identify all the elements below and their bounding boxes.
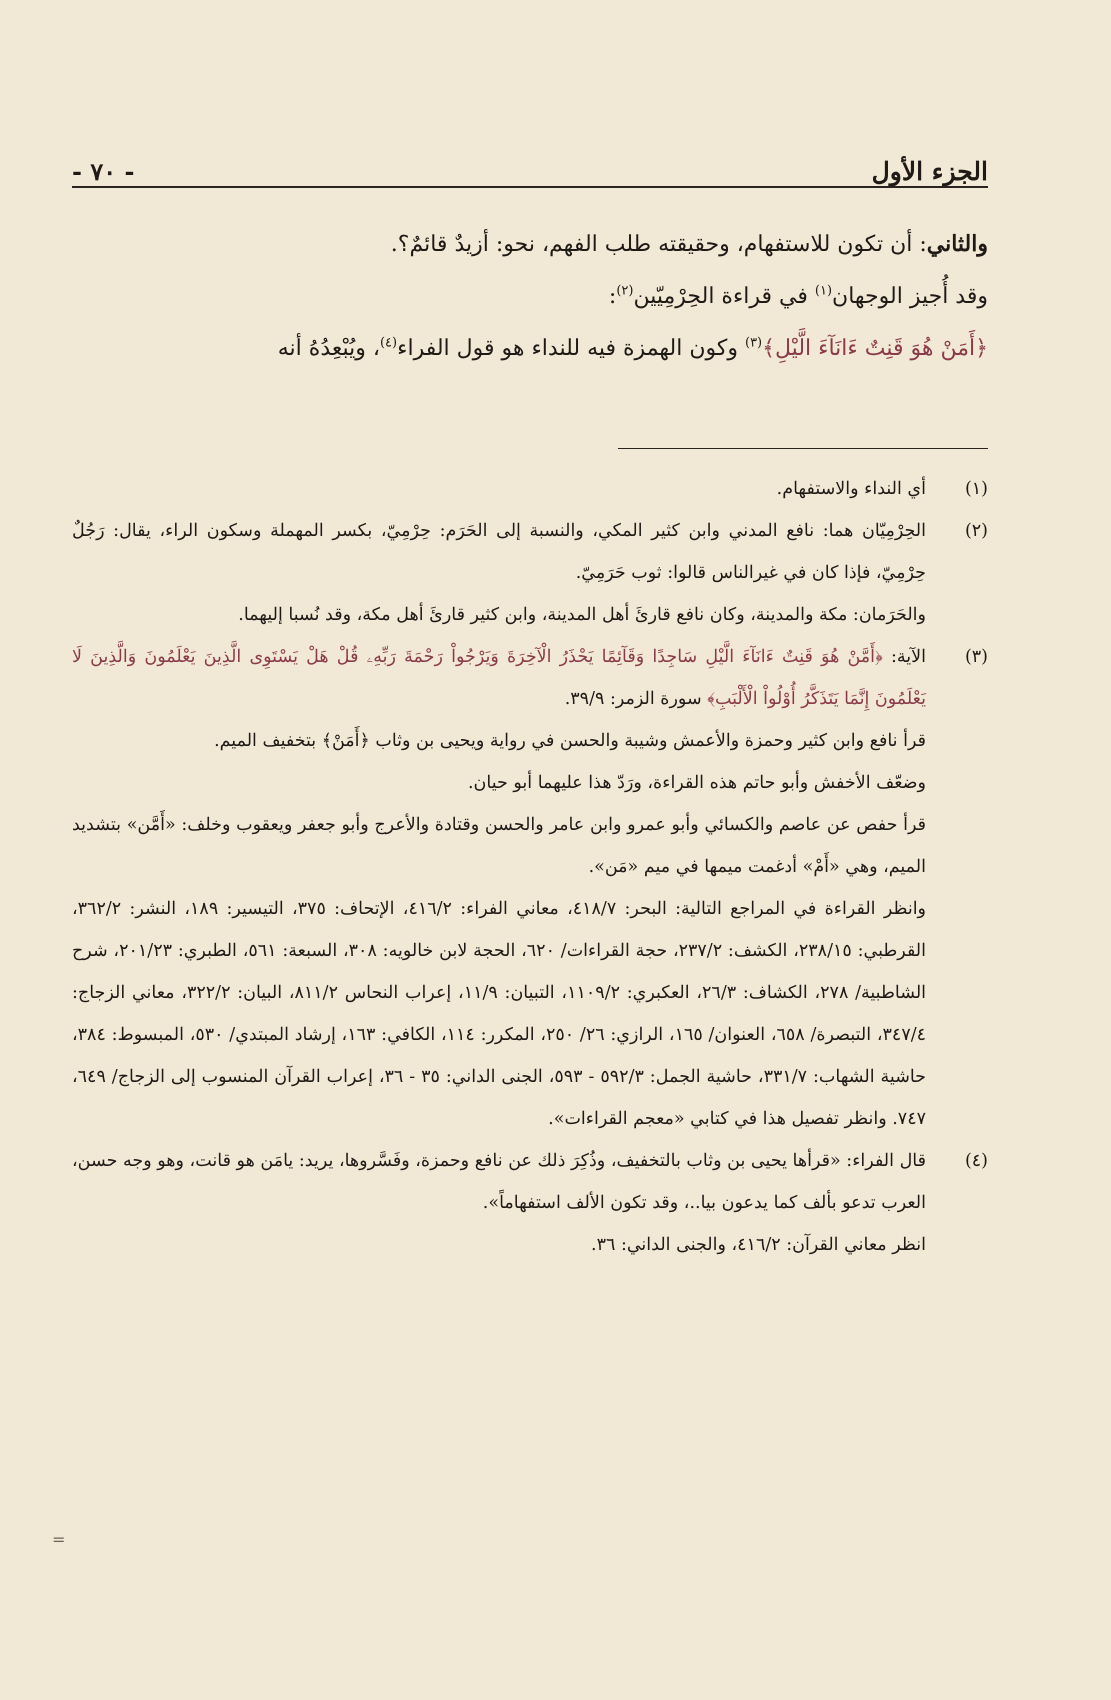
footnotes [72,468,988,1266]
footnote-body [72,1140,926,1266]
quran-verse: ﴿أَمَّنْ هُوَ قَنِتٌ ءَانَآءَ الَّيْلِ سَاجِدًا وَقَآئِمًا يَحْذَرُ الْآخِرَةَ وَيَرْجُواْ رَحْمَةَ رَبِّهِۦ قُلْ هَلْ يَسْتَوِى الَّذِينَ يَعْلَمُونَ وَالَّذِينَ لَا يَعْلَمُونَ إِنَّمَا يَتَذَكَّرُ أُوْلُواْ الْأَلْبَبِ﴾ [72,647,926,709]
ayah-reference: سورة الزمر: ٣٩/٩. [564,689,708,709]
footnote-separator [618,448,988,449]
footnote-body [72,468,926,510]
footnote-paragraph: الحِرْمِيّان هما: نافع المدني وابن كثير المكي، والنسبة إلى الحَرَم: حِرْمِيّ، بكسر المهملة وسكون الراء، يقال: رَجُلٌ حِرْمِيّ، فإذا كان في غيرالناس قالوا: ثوب حَرَمِيّ. [72,521,926,583]
quran-verse: ﴿أَمَنْ هُوَ قَنِتٌ ءَانَآءَ الَّيْلِ﴾ [762,336,988,361]
footnote-paragraph: أي النداء والاستفهام. [776,479,926,499]
running-title: الجزء الأول [871,157,988,186]
footnote-paragraph: وانظر القراءة في المراجع التالية: البحر: ٤١٨/٧، معاني الفراء: ٤١٦/٢، الإتحاف: ٣٧٥، التيسير: ١٨٩، النشر: ٣٦٢/٢، القرطبي: ٢٣٨/١٥، الكشف: ٢٣٧/٢، حجة القراءات/ ٦٢٠، الحجة لابن خالويه: ٣٠٨، السبعة: ٥٦١، الطبري: ٢٠١/٢٣، شرح الشاطبية/ ٢٧٨، الكشاف: ٢٦/٣، العكبري: ١١٠٩/٢، التبيان: ١١/٩، إعراب النحاس ٨١١/٢، البيان: ٣٢٢/٢، معاني الزجاج: ٣٤٧/٤، التبصرة/ ٦٥٨، العنوان/ ١٦٥، الرازي: ٢٦/ ٢٥٠، المكرر: ١١٤، الكافي: ١٦٣، إرشاد المبتدي/ ٥٣٠، المبسوط: ٣٨٤، حاشية الشهاب: ٣٣١/٧، حاشية الجمل: ٥٩٢/٣ - ٥٩٣، الجنى الداني: ٣٥ - ٣٦، إعراب القرآن المنسوب إلى الزجاج/ ٦٤٩، ٧٤٧. وانظر تفصيل هذا في كتابي «معجم القراءات». [72,899,927,1129]
footnote-paragraph: قرأ حفص عن عاصم والكسائي وأبو عمرو وابن عامر والحسن وقتادة والأعرج وأبو جعفر ويعقوب وخلف: «أَمَّن» بتشديد الميم، وهي «أَمْ» أدغمت ميمها في ميم «مَن». [72,815,926,877]
book-page [72,0,988,1700]
footnote-number: (٤) [964,1151,988,1171]
paragraph-text: : [608,284,617,309]
running-header [72,128,988,186]
footnote-paragraph: انظر معاني القرآن: ٤١٦/٢، والجنى الداني: ٣٦. [591,1235,926,1255]
main-text [72,218,988,375]
footnote-ref[interactable]: (٤) [379,335,398,351]
paragraph-2 [72,271,988,323]
footnote-4 [72,1140,988,1266]
paragraph-text: ، ويُبْعِدُهُ أنه [277,336,380,361]
margin-mark: = [52,1530,66,1549]
footnote-ref[interactable]: (٣) [744,335,763,351]
paragraph-lead: والثاني [926,231,988,257]
paragraph-text: : أن تكون للاستفهام، وحقيقته طلب الفهم، نحو: أزيدٌ قائمٌ؟. [390,232,927,257]
footnote-paragraph: والحَرَمان: مكة والمدينة، وكان نافع قارئَ أهل المدينة، وابن كثير قارئَ أهل مكة، وقد نُسبا إليهما. [238,605,926,625]
footnote-number: (١) [964,479,988,499]
header-rule [72,186,988,188]
footnote-paragraph: وضعّف الأخفش وأبو حاتم هذه القراءة، ورَدّ هذا عليهما أبو حيان. [467,773,926,793]
page-number: - ٧٠ - [72,157,135,186]
footnote-paragraph: قال الفراء: «قرأها يحيى بن وثاب بالتخفيف، وذُكِرَ ذلك عن نافع وحمزة، وفَسَّروها، يريد: يامَن هو قانت، وهو وجه حسن، العرب تدعو بألف كما يدعون بيا..، وقد تكون الألف استفهاماً». [72,1151,926,1213]
footnote-ref[interactable]: (١) [814,283,833,299]
paragraph-text: في قراءة الحِرْمِيّين [633,284,815,309]
footnote-3 [72,636,988,1140]
footnote-number: (٢) [964,521,988,541]
ayah-label: الآية: [882,647,926,667]
paragraph-1 [72,218,988,271]
footnote-body [72,636,926,1140]
footnote-body [72,510,926,636]
footnote-ayah [72,636,926,720]
footnote-paragraph: قرأ نافع وابن كثير وحمزة والأعمش وشيبة والحسن في رواية ويحيى بن وثاب ﴿أَمَنْ﴾ بتخفيف الميم. [214,731,926,751]
footnote-number: (٣) [964,647,988,667]
footnote-2 [72,510,988,636]
paragraph-text: وكون الهمزة فيه للنداء هو قول الفراء [397,336,745,361]
footnote-ref[interactable]: (٢) [616,283,634,299]
paragraph-text: وقد أُجيز الوجهان [832,284,988,309]
paragraph-3 [72,323,988,375]
footnote-1 [72,468,988,510]
